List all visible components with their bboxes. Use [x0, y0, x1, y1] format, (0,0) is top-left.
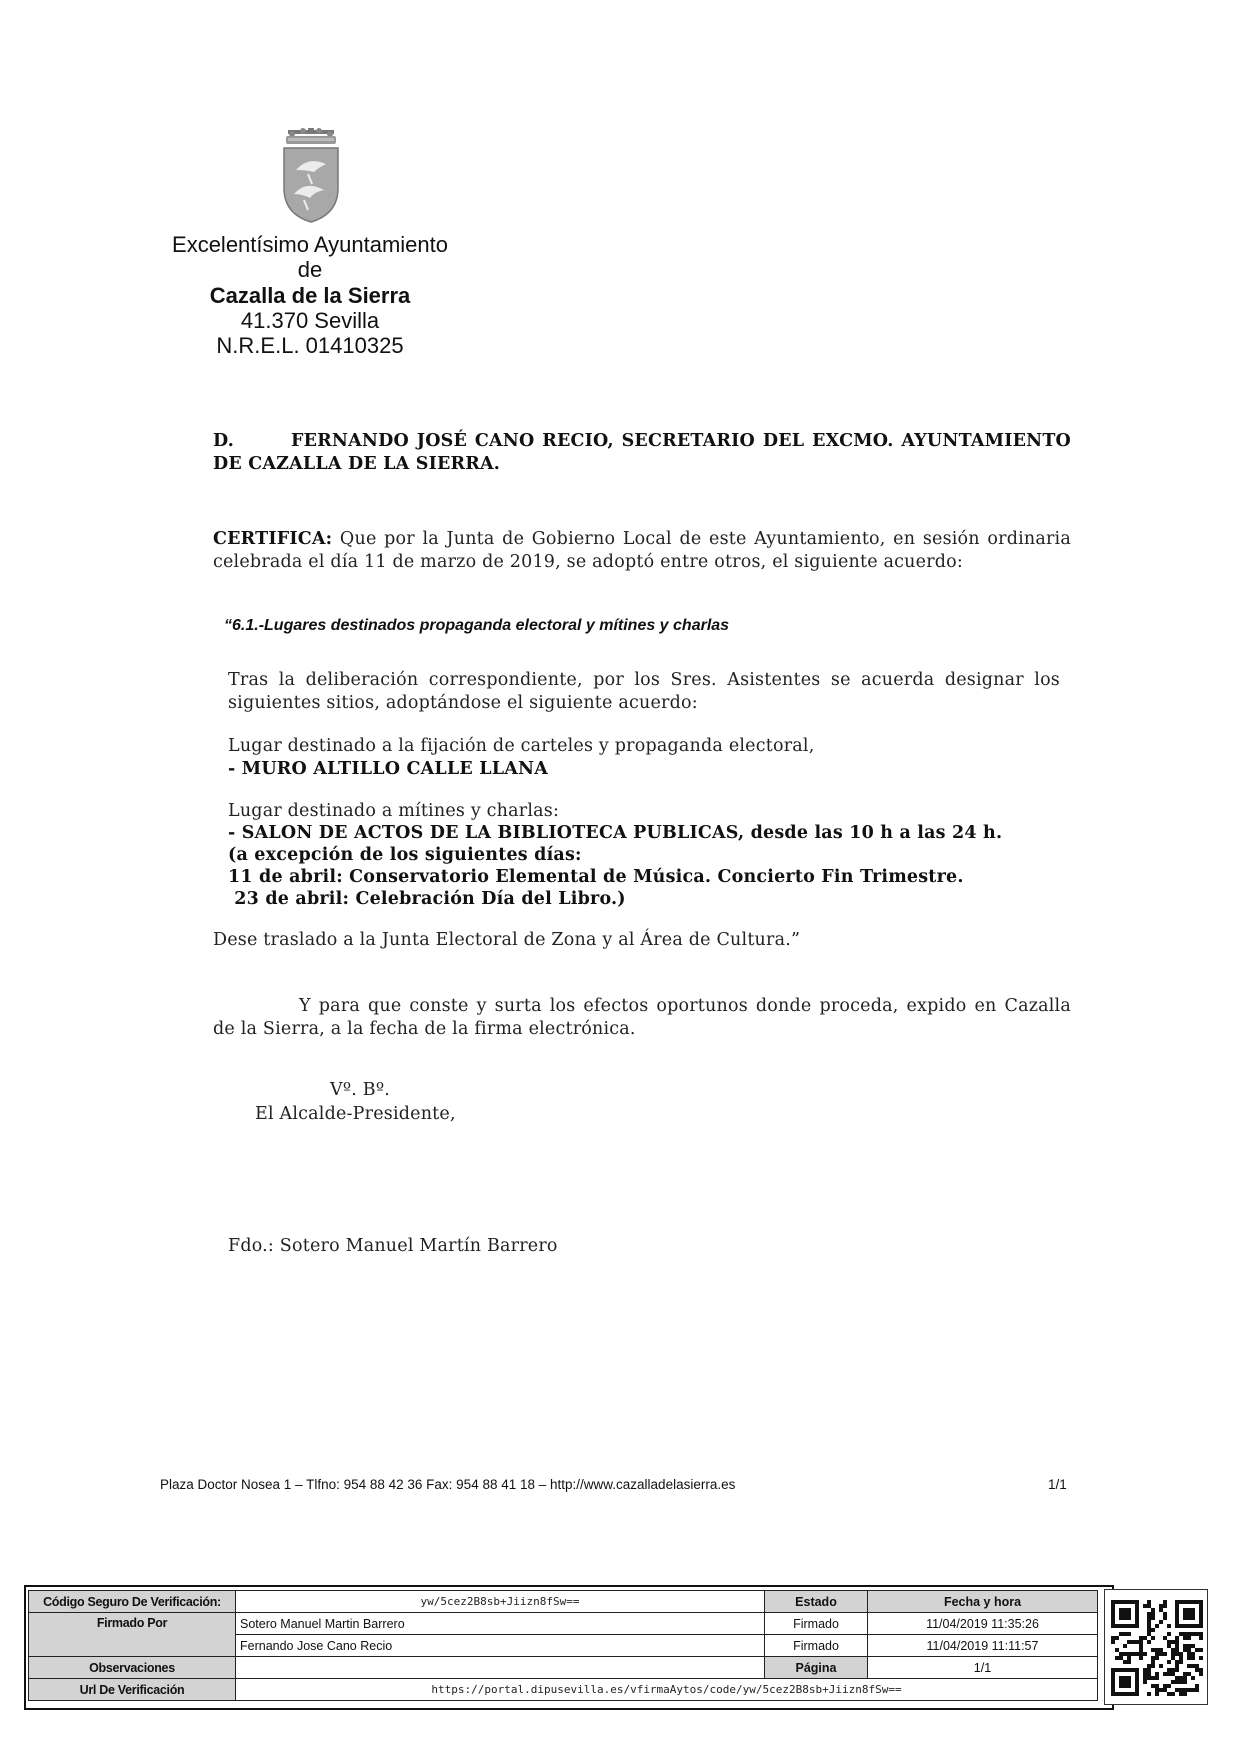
lugar2-line-4: 11 de abril: Conservatorio Elemental de Música. Concierto Fin Trimestre.: [228, 867, 964, 887]
csv-label: Código Seguro De Verificación:: [29, 1591, 236, 1613]
qr-code-icon: [1104, 1589, 1208, 1705]
observaciones-label: Observaciones: [29, 1657, 236, 1679]
closing-paragraph: [213, 995, 1071, 1041]
signer-date: 11/04/2019 11:11:57: [868, 1635, 1098, 1657]
fecha-header: Fecha y hora: [868, 1591, 1098, 1613]
coat-of-arms-icon: [278, 128, 344, 224]
pagina-label: Página: [765, 1657, 868, 1679]
url-label: Url De Verificación: [29, 1679, 236, 1701]
document-title: [213, 430, 1071, 476]
estado-header: Estado: [765, 1591, 868, 1613]
signer-status: Firmado: [765, 1635, 868, 1657]
municipality-name: Cazalla de la Sierra: [209, 283, 411, 308]
observaciones-value: [236, 1657, 765, 1679]
footer-page-number: 1/1: [1048, 1477, 1067, 1492]
verification-url[interactable]: https://portal.dipusevilla.es/vfirmaAytos/code/yw/5cez2B8sb+Jiizn8fSw==: [236, 1679, 1098, 1701]
certifica-line-1: Que por la Junta de Gobierno Local de este Ayuntamiento, en sesión ordinaria: [332, 529, 1071, 549]
header-line-1: Excelentísimo Ayuntamiento: [172, 232, 448, 257]
signer-status: Firmado: [765, 1613, 868, 1635]
lugar2-line-2: - SALON DE ACTOS DE LA BIBLIOTECA PUBLICAS, desde las 10 h a las 24 h.: [228, 823, 1003, 843]
signer-date: 11/04/2019 11:35:26: [868, 1613, 1098, 1635]
title-prefix: D.: [213, 431, 235, 451]
title-line-2: DE CAZALLA DE LA SIERRA.: [213, 454, 501, 474]
certifica-label: CERTIFICA:: [213, 529, 333, 549]
lugar2-line-5: 23 de abril: Celebración Día del Libro.): [228, 889, 626, 909]
lugar1-line-2: - MURO ALTILLO CALLE LLANA: [228, 759, 548, 779]
tras-line-2: siguientes sitios, adoptándose el siguiente acuerdo:: [228, 693, 698, 713]
agreement-heading: “6.1.-Lugares destinados propaganda electoral y mítines y charlas: [224, 617, 730, 634]
verification-box: [24, 1585, 1114, 1710]
para-line-2: de la Sierra, a la fecha de la firma electrónica.: [213, 1019, 636, 1039]
certifica-paragraph: [213, 528, 1071, 574]
postal-line: 41.370 Sevilla: [240, 308, 380, 333]
footer-address: Plaza Doctor Nosea 1 – Tlfno: 954 88 42 36 Fax: 954 88 41 18 – http://www.cazalladelasierra.es: [160, 1477, 736, 1492]
deliberation-paragraph: [228, 669, 1060, 715]
nrel-line: N.R.E.L. 01410325: [216, 333, 404, 358]
firmado-por-label: Firmado Por: [29, 1613, 236, 1657]
signer-name: Sotero Manuel Martin Barrero: [236, 1613, 765, 1635]
posters-location: [228, 735, 814, 781]
lugar2-line-3: (a excepción de los siguientes días:: [228, 845, 582, 865]
visto-bueno: Vº. Bº.: [330, 1080, 391, 1100]
para-line-1: Y para que conste y surta los efectos oportunos donde proceda, expido en Cazalla: [299, 996, 1071, 1016]
pagina-value: 1/1: [868, 1657, 1098, 1679]
header-line-2: de: [297, 257, 323, 282]
lugar1-line-1: Lugar destinado a la fijación de carteles y propaganda electoral,: [228, 736, 815, 756]
rallies-location: [228, 800, 1002, 910]
dese-traslado: Dese traslado a la Junta Electoral de Zona y al Área de Cultura.”: [213, 930, 801, 950]
verification-table: [28, 1590, 1098, 1701]
tras-line-1: Tras la deliberación correspondiente, por los Sres. Asistentes se acuerda designar los: [228, 670, 1060, 690]
certifica-line-2: celebrada el día 11 de marzo de 2019, se adoptó entre otros, el siguiente acuerdo:: [213, 552, 963, 572]
mayor-title: El Alcalde-Presidente,: [255, 1104, 456, 1124]
lugar2-line-1: Lugar destinado a mítines y charlas:: [228, 801, 560, 821]
signer-name: Fernando Jose Cano Recio: [236, 1635, 765, 1657]
title-line-1: FERNANDO JOSÉ CANO RECIO, SECRETARIO DEL EXCMO. AYUNTAMIENTO: [291, 431, 1071, 451]
signature-line: Fdo.: Sotero Manuel Martín Barrero: [228, 1236, 558, 1256]
csv-value: yw/5cez2B8sb+Jiizn8fSw==: [236, 1591, 765, 1613]
